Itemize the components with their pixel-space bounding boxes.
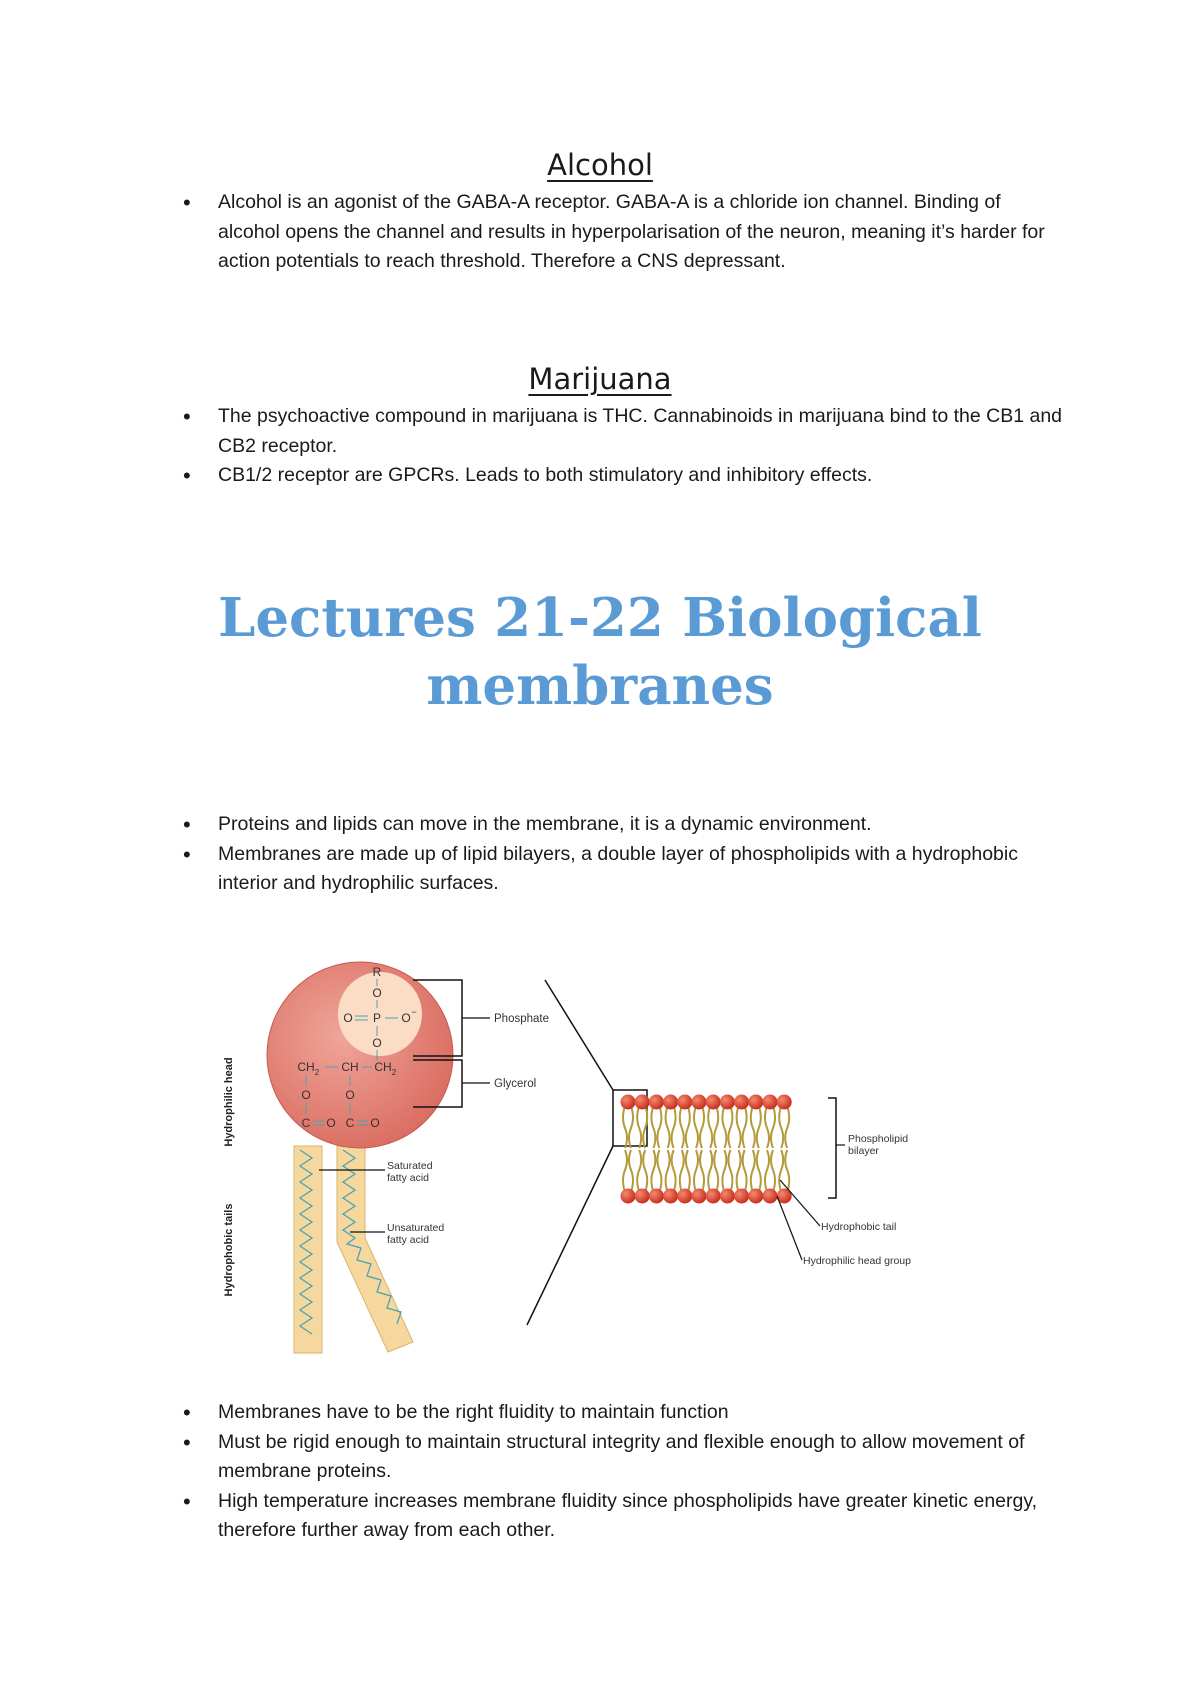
bilayer-head bbox=[763, 1189, 778, 1204]
bilayer-tail bbox=[737, 1106, 741, 1148]
bilayer-tail bbox=[785, 1106, 789, 1148]
unsaturated-label-2: fatty acid bbox=[387, 1234, 430, 1246]
bilayer-head bbox=[663, 1189, 678, 1204]
bilayer-label-2: bilayer bbox=[848, 1145, 879, 1157]
zoom-line-bottom bbox=[527, 1146, 613, 1325]
alcohol-heading: Alcohol bbox=[547, 148, 653, 182]
chem-o-ester-left: O bbox=[301, 1088, 311, 1102]
bilayer-tail bbox=[694, 1150, 698, 1192]
chem-o-carbonyl-left: O bbox=[326, 1116, 336, 1130]
bilayer-tail bbox=[666, 1106, 670, 1148]
bilayer-head bbox=[720, 1189, 735, 1204]
bilayer-head bbox=[777, 1095, 792, 1110]
bilayer-tail bbox=[765, 1106, 769, 1148]
bilayer-tail bbox=[629, 1150, 633, 1192]
bilayer-head bbox=[706, 1189, 721, 1204]
hydrophobic-tail-label: Hydrophobic tail bbox=[821, 1221, 897, 1233]
bilayer-tail bbox=[751, 1150, 755, 1192]
bilayer-tail bbox=[686, 1106, 690, 1148]
bilayer-tail bbox=[779, 1150, 783, 1192]
chem-ch2-left: CH bbox=[297, 1060, 315, 1074]
saturated-label-2: fatty acid bbox=[387, 1172, 430, 1184]
bilayer-head bbox=[635, 1189, 650, 1204]
alcohol-bullet-list bbox=[183, 188, 1063, 277]
bilayer-tail bbox=[637, 1150, 641, 1192]
list-item: • Alcohol is an agonist of the GABA-A receptor. GABA-A is a chloride ion channel. Binding of alcohol opens the channel and results in hyperpolarisation of the neuron, meaning it’s harder for action potentials to reach threshold. Therefore a CNS depressant. bbox=[183, 188, 1063, 277]
bilayer-tail bbox=[686, 1150, 690, 1192]
bilayer-tail bbox=[651, 1150, 655, 1192]
bilayer-tail bbox=[765, 1150, 769, 1192]
bilayer-tail bbox=[680, 1106, 684, 1148]
bilayer-tail bbox=[623, 1106, 627, 1148]
bilayer-tail bbox=[657, 1150, 661, 1192]
marijuana-heading: Marijuana bbox=[528, 362, 672, 396]
bilayer-tail bbox=[771, 1150, 775, 1192]
list-item: • CB1/2 receptor are GPCRs. Leads to both stimulatory and inhibitory effects. bbox=[183, 461, 1063, 491]
bilayer-tail bbox=[771, 1106, 775, 1148]
chem-ch: CH bbox=[341, 1060, 359, 1074]
bilayer-tail bbox=[737, 1150, 741, 1192]
chem-c-left: C bbox=[301, 1116, 311, 1130]
saturated-label-1: Saturated bbox=[387, 1160, 433, 1172]
chem-c-right: C bbox=[345, 1116, 355, 1130]
bilayer-head bbox=[734, 1189, 749, 1204]
list-item: • Must be rigid enough to maintain structural integrity and flexible enough to allow movement of membrane proteins. bbox=[183, 1428, 1063, 1487]
bilayer-head bbox=[663, 1095, 678, 1110]
zoom-line-top bbox=[545, 980, 613, 1090]
marijuana-bullet-list bbox=[183, 402, 1063, 491]
bilayer-tail bbox=[643, 1150, 647, 1192]
bilayer-head bbox=[692, 1189, 707, 1204]
bilayer-head bbox=[763, 1095, 778, 1110]
list-item: • Membranes have to be the right fluidity to maintain function bbox=[183, 1398, 1063, 1428]
bilayer-tail bbox=[623, 1150, 627, 1192]
bilayer-head bbox=[621, 1189, 636, 1204]
bilayer-tail bbox=[666, 1150, 670, 1192]
hydrophilic-head-pointer bbox=[777, 1196, 802, 1260]
phospholipid-bilayer bbox=[621, 1095, 792, 1204]
list-item: • The psychoactive compound in marijuana is THC. Cannabinoids in marijuana bind to the CB1 and CB2 receptor. bbox=[183, 402, 1063, 461]
glycerol-label: Glycerol bbox=[494, 1078, 537, 1090]
list-item: • High temperature increases membrane fluidity since phospholipids have greater kinetic energy, therefore further away from each other. bbox=[183, 1487, 1063, 1546]
membrane-bullet-list-bottom bbox=[183, 1398, 1063, 1546]
bilayer-tail bbox=[700, 1106, 704, 1148]
list-item: • Proteins and lipids can move in the membrane, it is a dynamic environment. bbox=[183, 810, 1063, 840]
bilayer-tail bbox=[672, 1150, 676, 1192]
lecture-title-line-1: Lectures 21-22 Biological bbox=[218, 587, 982, 649]
chem-p: P bbox=[372, 1011, 382, 1025]
bilayer-head bbox=[635, 1095, 650, 1110]
bilayer-tail bbox=[708, 1150, 712, 1192]
unsaturated-label-1: Unsaturated bbox=[387, 1222, 445, 1234]
bilayer-label-1: Phospholipid bbox=[848, 1133, 909, 1145]
bilayer-head bbox=[692, 1095, 707, 1110]
hydrophilic-head-group-label: Hydrophilic head group bbox=[803, 1255, 911, 1267]
chem-sub2-right: 2 bbox=[391, 1068, 397, 1077]
bilayer-tail bbox=[751, 1106, 755, 1148]
bilayer-tail bbox=[722, 1150, 726, 1192]
chem-r: R bbox=[372, 965, 382, 979]
phospholipid-diagram bbox=[200, 950, 960, 1360]
phosphate-label: Phosphate bbox=[494, 1013, 549, 1025]
bilayer-head bbox=[649, 1095, 664, 1110]
bilayer-head bbox=[621, 1095, 636, 1110]
bilayer-tail bbox=[680, 1150, 684, 1192]
list-item: • Membranes are made up of lipid bilayers, a double layer of phospholipids with a hydrophobic interior and hydrophilic surfaces. bbox=[183, 840, 1063, 899]
bilayer-tail bbox=[629, 1106, 633, 1148]
bilayer-tail bbox=[714, 1106, 718, 1148]
bilayer-head bbox=[649, 1189, 664, 1204]
bilayer-tail bbox=[785, 1150, 789, 1192]
bilayer-head bbox=[677, 1095, 692, 1110]
membrane-bullet-list-top bbox=[183, 810, 1063, 899]
chem-o-mid: O bbox=[372, 1036, 382, 1050]
bilayer-tail bbox=[694, 1106, 698, 1148]
bilayer-head bbox=[734, 1095, 749, 1110]
bilayer-tail bbox=[722, 1106, 726, 1148]
lecture-title bbox=[0, 584, 1200, 720]
chem-o-right: O bbox=[401, 1011, 411, 1025]
hydrophobic-tails-label: Hydrophobic tails bbox=[223, 1203, 235, 1297]
chem-o-carbonyl-right: O bbox=[370, 1116, 380, 1130]
bilayer-head bbox=[748, 1189, 763, 1204]
bilayer-tail bbox=[714, 1150, 718, 1192]
bilayer-tail bbox=[779, 1106, 783, 1148]
bilayer-head bbox=[748, 1095, 763, 1110]
bilayer-tail bbox=[728, 1106, 732, 1148]
bilayer-tail bbox=[757, 1106, 761, 1148]
bilayer-tail bbox=[743, 1106, 747, 1148]
bilayer-tail bbox=[700, 1150, 704, 1192]
chem-o-ester-right: O bbox=[345, 1088, 355, 1102]
chem-sub2-left: 2 bbox=[314, 1068, 320, 1077]
hydrophilic-head-label: Hydrophilic head bbox=[223, 1057, 235, 1147]
bilayer-head bbox=[706, 1095, 721, 1110]
bilayer-tail bbox=[757, 1150, 761, 1192]
bilayer-head bbox=[677, 1189, 692, 1204]
chem-ch2-right: CH bbox=[374, 1060, 392, 1074]
bilayer-tail bbox=[651, 1106, 655, 1148]
lecture-title-line-2: membranes bbox=[426, 655, 774, 717]
bilayer-tail bbox=[672, 1106, 676, 1148]
chem-o-top: O bbox=[372, 986, 382, 1000]
bilayer-tail bbox=[637, 1106, 641, 1148]
bilayer-tail bbox=[708, 1106, 712, 1148]
bilayer-tail bbox=[743, 1150, 747, 1192]
bilayer-tail bbox=[657, 1106, 661, 1148]
bilayer-head bbox=[720, 1095, 735, 1110]
chem-minus: − bbox=[411, 1007, 417, 1017]
chem-o-left: O bbox=[343, 1011, 353, 1025]
bilayer-tail bbox=[728, 1150, 732, 1192]
bilayer-bracket bbox=[828, 1098, 836, 1198]
